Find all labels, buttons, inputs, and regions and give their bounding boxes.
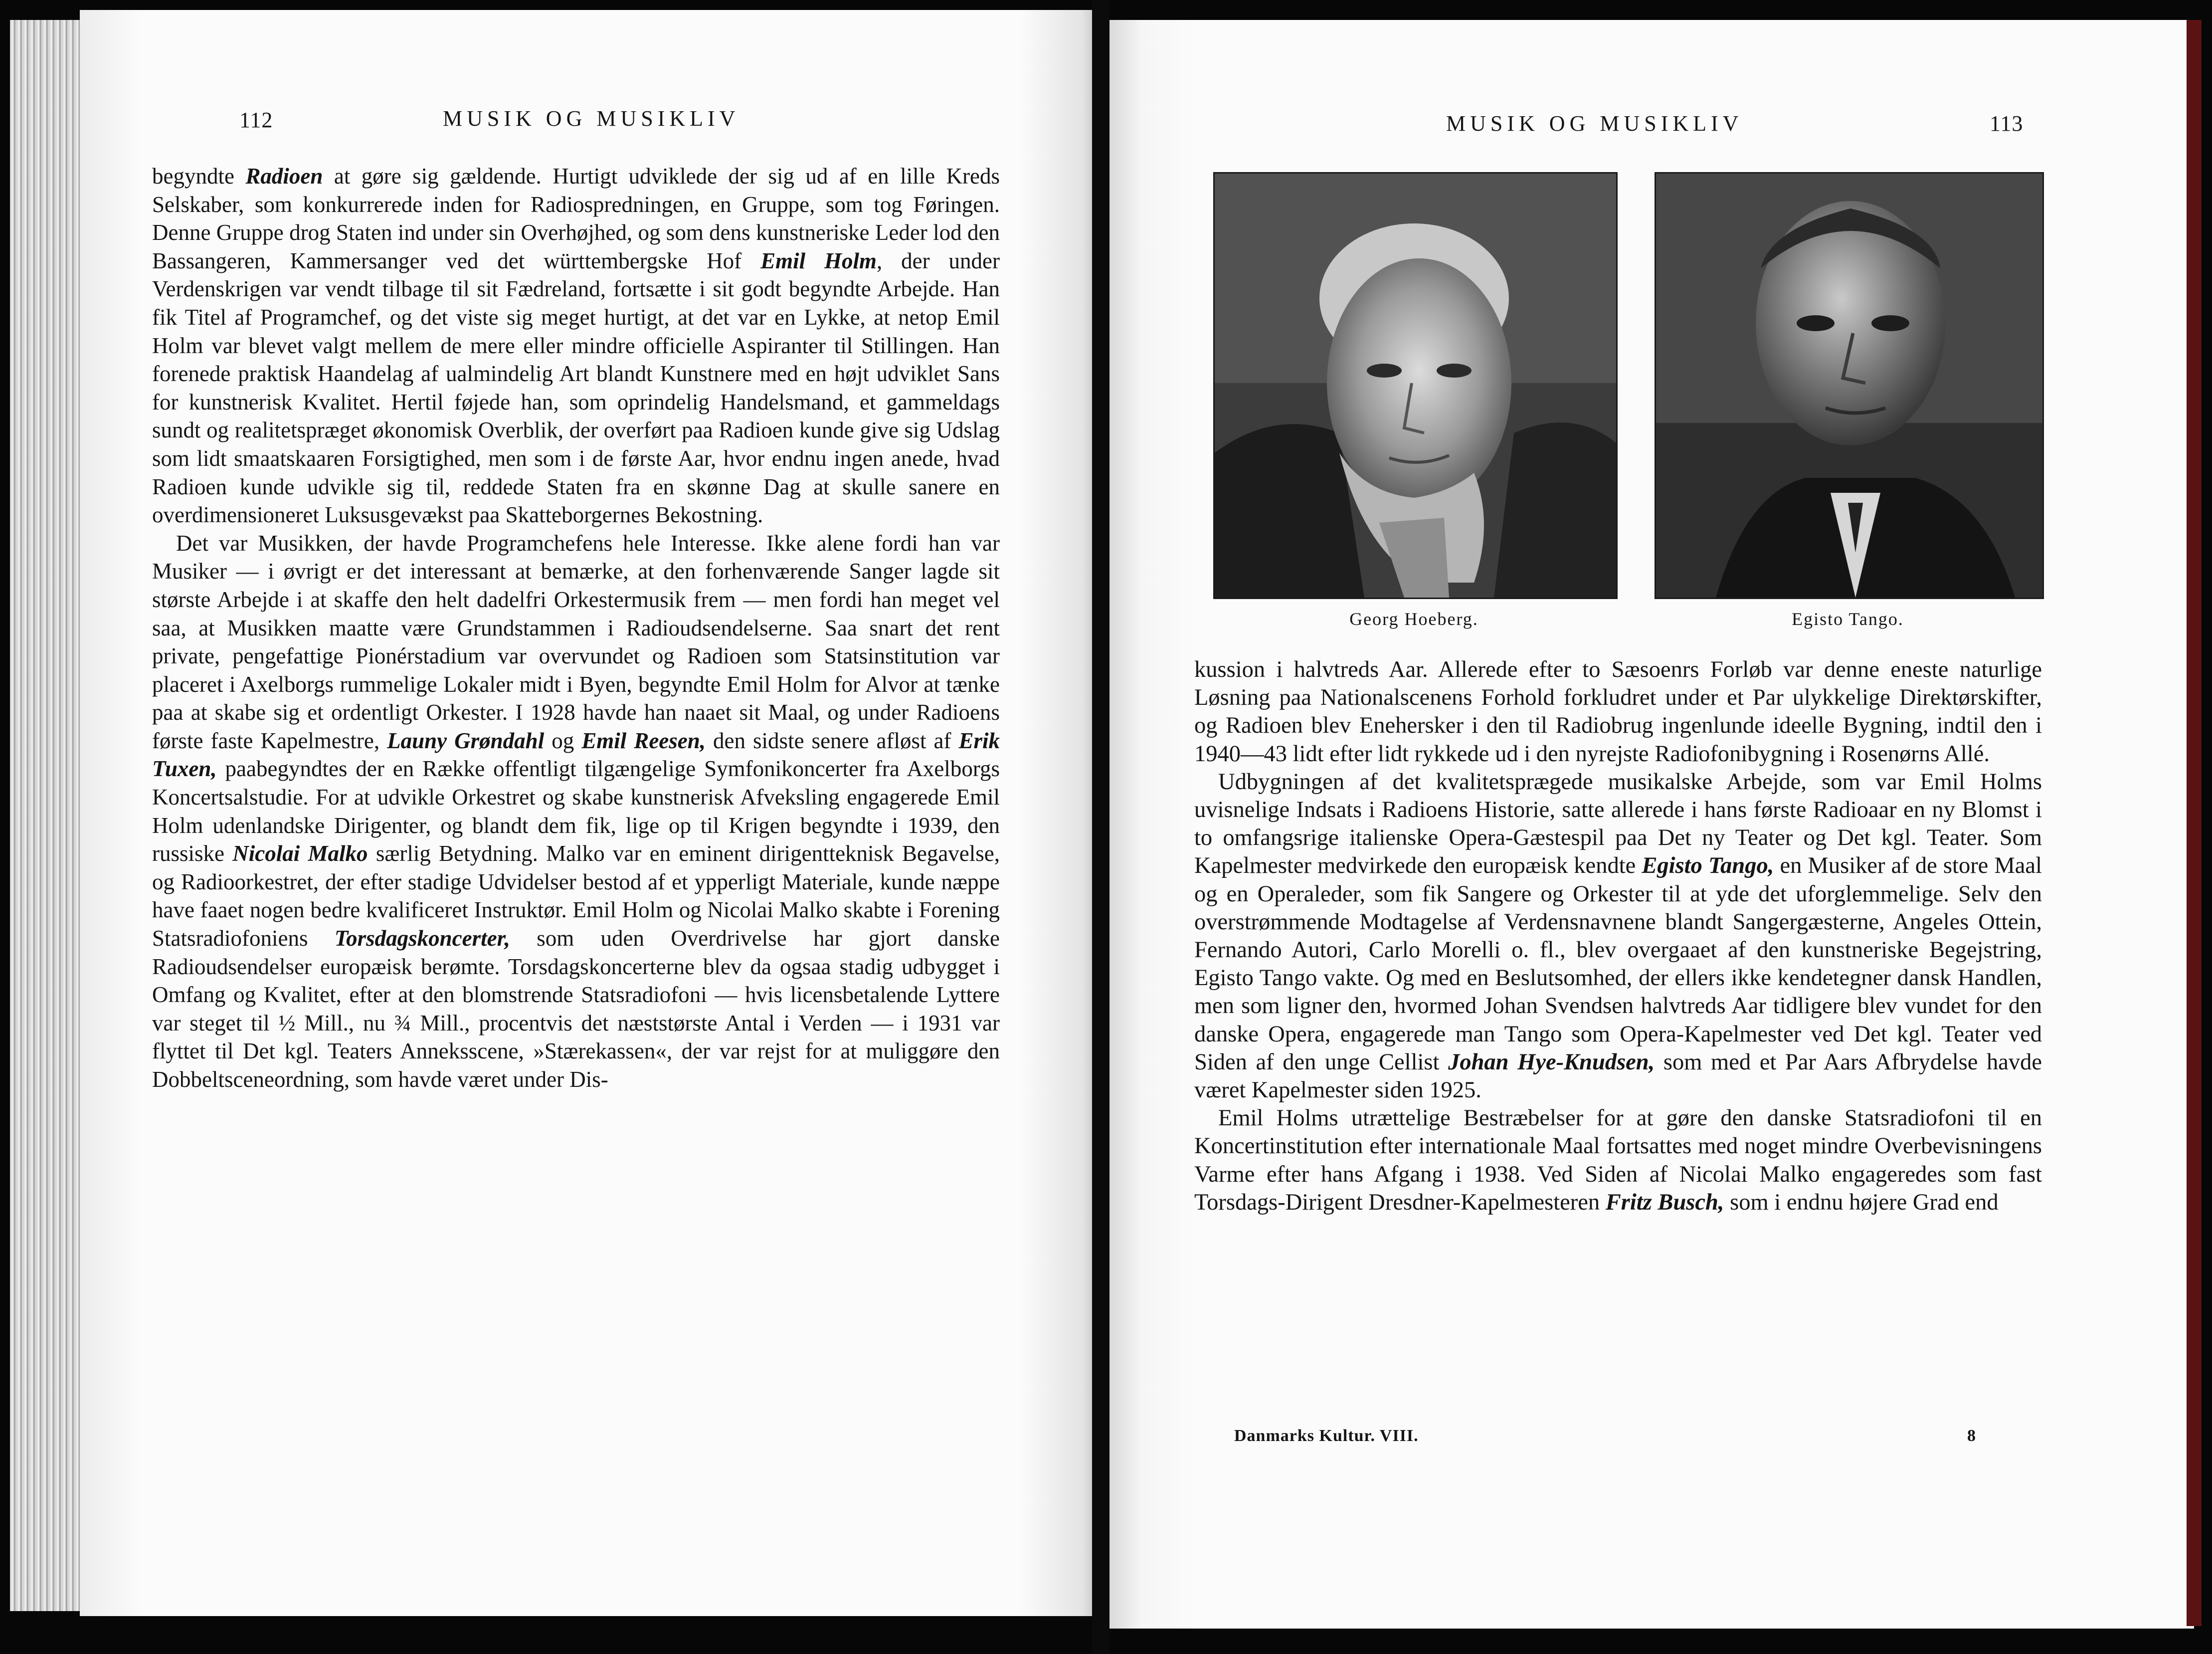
- text-run: som i endnu højere Grad end: [1724, 1189, 1999, 1215]
- emphasized-name: Nicolai Malko: [232, 841, 368, 866]
- text-run: kussion i halvtreds Aar. Allerede efter to Sæsoenrs Forløb var denne eneste naturlige Løsning paa Nationalscenens Forhold forkludret under et Par ulykkelige Direktørskifter, og Radioen blev Enehersker i den til Radiobrug ingenlunde ideelle Bygning, indtil den i 1940—43 lidt efter lidt rykkede ud i den nyrejste Radiofonibygning i Rosenørns Allé.: [1194, 657, 2042, 767]
- right-paragraph-3: [1194, 1104, 2042, 1217]
- right-paragraph-2: [1194, 768, 2042, 1104]
- emphasized-name: Johan Hye-Knudsen,: [1448, 1049, 1655, 1075]
- photo-caption-georg-hoeberg: Georg Hoeberg.: [1349, 609, 1478, 629]
- text-run: og: [544, 728, 582, 753]
- text-run: at gøre sig gældende. Hurtigt udviklede der sig ud af en lille Kreds Selskaber, som konkurrerede inden for Radiospredningen, en Gruppe, som tog Føringen. Denne Gruppe drog Staten ind under sin Overhøjhed, og som dens kunstneriske Leder lod den Bassangeren, Kammersanger ved det württembergske Hof: [152, 164, 1000, 273]
- left-running-head: MUSIK OG MUSIKLIV: [443, 106, 740, 131]
- portrait-photo-egisto-tango: [1655, 172, 2044, 599]
- emphasized-name: Radioen: [245, 164, 323, 189]
- text-run: den sidste senere afløst af: [706, 728, 959, 753]
- portrait-photo-georg-hoeberg: [1213, 172, 1618, 599]
- text-run: begyndte: [152, 164, 246, 189]
- right-page-number: 113: [1990, 111, 2024, 136]
- text-run: særlig Betydning. Malko var en eminent dirigentteknisk Begavelse, og Radioorkestret, der efter stadige Udvidelser bestod af et ypperligt Materiale, kunde næppe have faaet nogen bedre kvalificeret Instruktør. Emil Holm og Nicolai Malko skabte i Forening Statsradiofoniens: [152, 841, 1000, 951]
- emphasized-name: Erik Tuxen,: [152, 728, 1000, 782]
- text-run: en Musiker af de store Maal og en Operaleder, som fik Sangere og Orkester til at yde det uforglemmelige. Selv den overstrømmende Modtagelse af Verdensnavnene blandt Sangergæsterne, Angeles Ottein, Fernando Autori, Carlo Morelli o. fl., blev overgaaet af den kunstneriske Begejstring, Egisto Tango vakte. Og med en Beslutsomhed, der ellers ikke kendetegner dansk Handlen, men som ligner den, hvormed Johan Svendsen halvtreds Aar tidligere blev vundet for den danske Opera, engagerede man Tango som Opera-Kapelmester ved Det kgl. Teater ved Siden af den unge Cellist: [1194, 853, 2042, 1075]
- left-paragraph-2: [152, 529, 1000, 1094]
- footer-sheet-number: 8: [1967, 1427, 1976, 1445]
- text-run: som med et Par Aars Afbrydelse havde været Kapelmester siden 1925.: [1194, 1049, 2042, 1103]
- photo-caption-egisto-tango: Egisto Tango.: [1792, 609, 1904, 629]
- emphasized-name: Egisto Tango,: [1642, 853, 1774, 879]
- left-page-number: 112: [239, 108, 273, 132]
- emphasized-name: Emil Reesen,: [581, 728, 706, 753]
- book-gutter: [1092, 0, 1109, 1654]
- left-paragraph-1: [152, 162, 1000, 529]
- right-paragraph-1: [1194, 656, 2042, 768]
- text-run: Emil Holms utrættelige Bestræbelser for at gøre den danske Statsradiofoni til en Koncertinstitution efter internationale Maal fortsattes med noget mindre Overbevisningens Varme efter hans Afgang i 1938. Ved Siden af Nicolai Malko engageredes som fast Torsdags-Dirigent Dresdner-Kapelmesteren: [1194, 1105, 2042, 1215]
- text-run: Udbygningen af det kvalitetsprægede musikalske Arbejde, som var Emil Holms uvisnelige Indsats i Radioens Historie, satte allerede i hans første Radioaar en ny Blomst i to omfangsrige italienske Opera-Gæstespil paa Det ny Teater og Det kgl. Teater. Som Kapelmester medvirkede den europæisk kendte: [1194, 769, 2042, 879]
- text-run: , der under Verdenskrigen var vendt tilbage til sit Fædreland, fortsætte i sit godt begyndte Arbejde. Han fik Titel af Programchef, og det viste sig meget hurtigt, at det var en Lykke, at netop Emil Holm var blevet valgt mellem de mere eller mindre officielle Aspiranter til Stillingen. Han forenede praktisk Haandelag af ualmindelig Art blandt Kunstnere med en højt udviklet Sans for kunstnerisk Kvalitet. Hertil føjede han, som oprindelig Handelsmand, et gammeldags sundt og realitetspræget økonomisk Overblik, der overført paa Radioen kunde give sig Udslag som lidt smaatskaaren Forsigtighed, men som i de første Aar, hvor endnu ingen anede, hvad Radioen kunde udvikle sig til, reddede Staten fra en skønne Dag at skulle sanere en overdimensioneret Luksusgevækst paa Skatteborgernes Bekostning.: [152, 248, 1000, 528]
- right-running-head: MUSIK OG MUSIKLIV: [1446, 111, 1743, 136]
- right-text-block: [1194, 656, 2042, 1217]
- text-run: som uden Overdrivelse har gjort danske Radioudsendelser europæisk berømte. Torsdagskoncerterne blev da ogsaa stadig udbygget i Omfang og Kvalitet, efter at den blomstrende Statsradiofoni — hvis licensbetalende Lyttere var steget til ½ Mill., nu ¾ Mill., procentvis det næststørste Antal i Verden — i 1931 var flyttet til Det kgl. Teaters Anneksscene, »Stærekassen«, der var rejst for at muliggøre den Dobbeltsceneordning, som havde været under Dis-: [152, 926, 1000, 1092]
- emphasized-name: Fritz Busch,: [1605, 1189, 1724, 1215]
- emphasized-name: Torsdagskoncerter,: [334, 926, 510, 951]
- book-cover-edge: [2187, 20, 2202, 1626]
- text-run: Det var Musikken, der havde Programchefens hele Interesse. Ikke alene fordi han var Musiker — i øvrigt er det interessant at bemærke, at den forhenværende Sanger lagde sit største Arbejde i at skaffe den helt dadelfri Orkestermusik frem — men fordi han meget vel saa, at Musikken maatte være Grundstammen i Radioudsendelserne. Saa snart det rent private, pengefattige Pionérstadium var overvundet og Radioen som Statsinstitution var placeret i Axelborgs rummelige Lokaler midt i Byen, begyndte Emil Holm for Alvor at tænke paa at skabe sig et ordentligt Orkester. I 1928 havde han naaet sit Maal, og under Radioens første faste Kapelmestre,: [152, 530, 1000, 753]
- footer-signature: Danmarks Kultur. VIII.: [1234, 1427, 1419, 1445]
- left-text-block: [152, 162, 1000, 1094]
- emphasized-name: Emil Holm: [760, 248, 877, 273]
- emphasized-name: Launy Grøndahl: [387, 728, 545, 753]
- text-run: paabegyndtes der en Række offentligt tilgængelige Symfonikoncerter fra Axelborgs Koncertsalstudie. For at udvikle Orkestret og skabe kunstnerisk Afveksling engagerede Emil Holm udenlandske Dirigenter, og blandt dem fik, lige op til Krigen begyndte i 1939, den russiske: [152, 756, 1000, 866]
